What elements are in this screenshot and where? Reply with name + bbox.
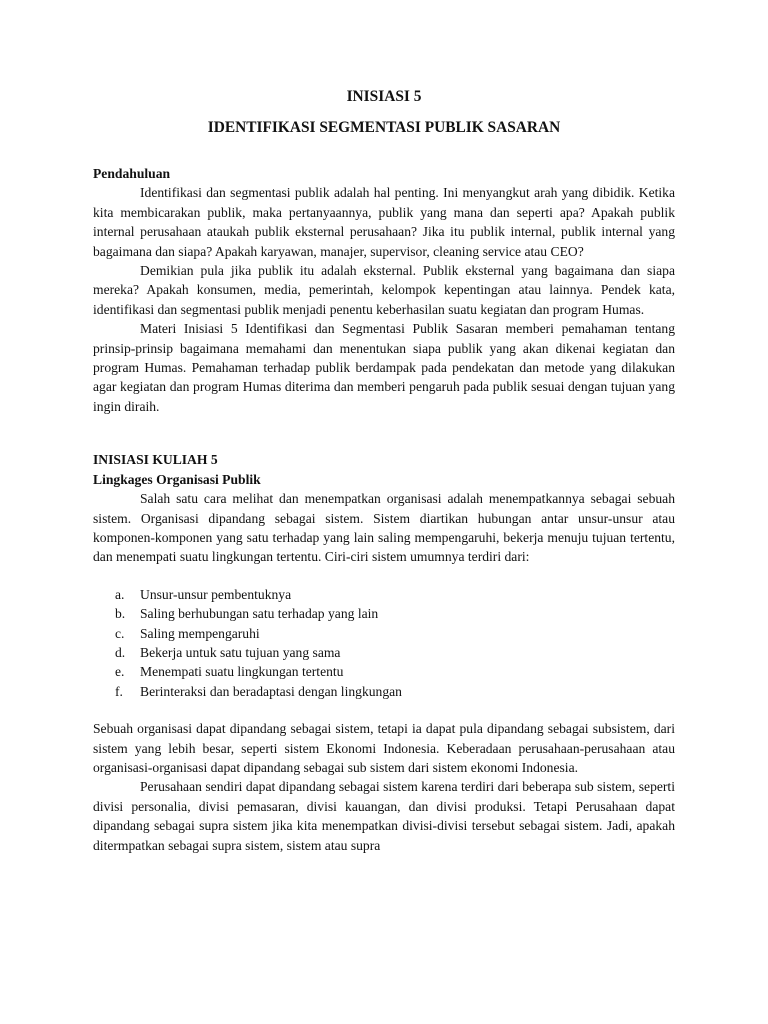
system-criteria-list bbox=[93, 585, 675, 701]
list-item bbox=[93, 604, 675, 623]
introduction-heading: Pendahuluan bbox=[93, 166, 171, 181]
list-item-text: Unsur-unsur pembentuknya bbox=[140, 586, 292, 602]
list-marker: e. bbox=[115, 664, 125, 680]
list-marker: f. bbox=[115, 683, 123, 699]
lecture-heading: INISIASI KULIAH 5 bbox=[93, 452, 218, 468]
list-item-text: Bekerja untuk satu tujuan yang sama bbox=[140, 644, 341, 660]
introduction-paragraph-3: Materi Inisiasi 5 Identifikasi dan Segmentasi Publik Sasaran memberi pemahaman tentang prinsip-prinsip bagaimana memahami dan menentukan siapa publik yang akan dikenai kegiatan dan program Humas. Pemahaman terhadap publik berdampak pada pendekatan dan metode yang dilakukan agar kegiatan dan program Humas diterima dan memberi pengaruh pada publik sesuai dengan tujuan yang ingin diraih. bbox=[93, 321, 675, 414]
introduction-paragraph-1: Identifikasi dan segmentasi publik adalah hal penting. Ini menyangkut arah yang dibidik. Ketika kita membicarakan publik, maka pertanyaannya, publik yang mana dan seperti apa? Apakah publik internal perusahaan ataukah publik eksternal perusahaan? Jika itu publik internal, publik internal yang bagaimana dan siapa? Apakah karyawan, manajer, supervisor, cleaning service atau CEO? bbox=[93, 185, 675, 259]
lecture-subheading: Lingkages Organisasi Publik bbox=[93, 471, 261, 487]
introduction-paragraph-2: Demikian pula jika publik itu adalah eksternal. Publik eksternal yang bagaimana dan siapa mereka? Apakah konsumen, media, pemerintah, kelompok kepentingan atau lainnya. Pendek kata, identifikasi dan segmentasi publik menjadi penentu keberhasilan suatu kegiatan dan program Humas. bbox=[93, 263, 675, 317]
list-item bbox=[93, 662, 675, 681]
document-title: INISIASI 5 bbox=[346, 88, 422, 105]
introduction-section bbox=[93, 164, 675, 416]
list-marker: c. bbox=[115, 625, 125, 641]
list-item-text: Menempati suatu lingkungan tertentu bbox=[140, 664, 344, 680]
section-spacer bbox=[93, 416, 675, 450]
list-item bbox=[93, 682, 675, 701]
document-subtitle: IDENTIFIKASI SEGMENTASI PUBLIK SASARAN bbox=[207, 119, 561, 136]
list-marker: b. bbox=[115, 606, 126, 622]
list-spacer-top bbox=[93, 567, 675, 585]
list-item bbox=[93, 624, 675, 643]
list-spacer-bottom bbox=[93, 701, 675, 719]
list-item bbox=[93, 643, 675, 662]
list-item bbox=[93, 585, 675, 604]
lecture-paragraph-3: Perusahaan sendiri dapat dipandang sebagai sistem karena terdiri dari beberapa sub sistem, seperti divisi personalia, divisi pemasaran, divisi kauangan, dan divisi produksi. Tetapi Perusahaan dapat dipandang sebagai supra sistem jika kita menempatkan divisi-divisi tersebut sebagai sistem. Jadi, apakah ditermpatkan sebagai supra sistem, sistem atau supra bbox=[93, 779, 675, 853]
lecture-paragraph-2: Sebuah organisasi dapat dipandang sebagai sistem, tetapi ia dapat pula dipandang sebagai subsistem, dari sistem yang lebih besar, seperti sistem Ekonomi Indonesia. Keberadaan perusahaan-perusahaan atau organisasi-organisasi dapat dipandang sebagai sub sistem dari sistem ekonomi Indonesia. bbox=[93, 721, 675, 775]
list-marker: a. bbox=[115, 586, 125, 602]
list-item-text: Berinteraksi dan beradaptasi dengan lingkungan bbox=[140, 683, 402, 699]
lecture-section bbox=[93, 450, 675, 855]
list-item-text: Saling mempengaruhi bbox=[140, 625, 260, 641]
list-marker: d. bbox=[115, 644, 126, 660]
lecture-paragraph-1: Salah satu cara melihat dan menempatkan organisasi adalah menempatkannya sebagai sebuah sistem. Organisasi dipandang sebagai sistem. Sistem diartikan hubungan antar unsur-unsur atau komponen-komponen yang satu terhadap yang lain saling mempengaruhi, bekerja menuju tujuan tertentu, dan menempati suatu lingkungan tertentu. Ciri-ciri sistem umumnya terdiri dari: bbox=[93, 491, 675, 565]
list-item-text: Saling berhubungan satu terhadap yang lain bbox=[140, 606, 379, 622]
